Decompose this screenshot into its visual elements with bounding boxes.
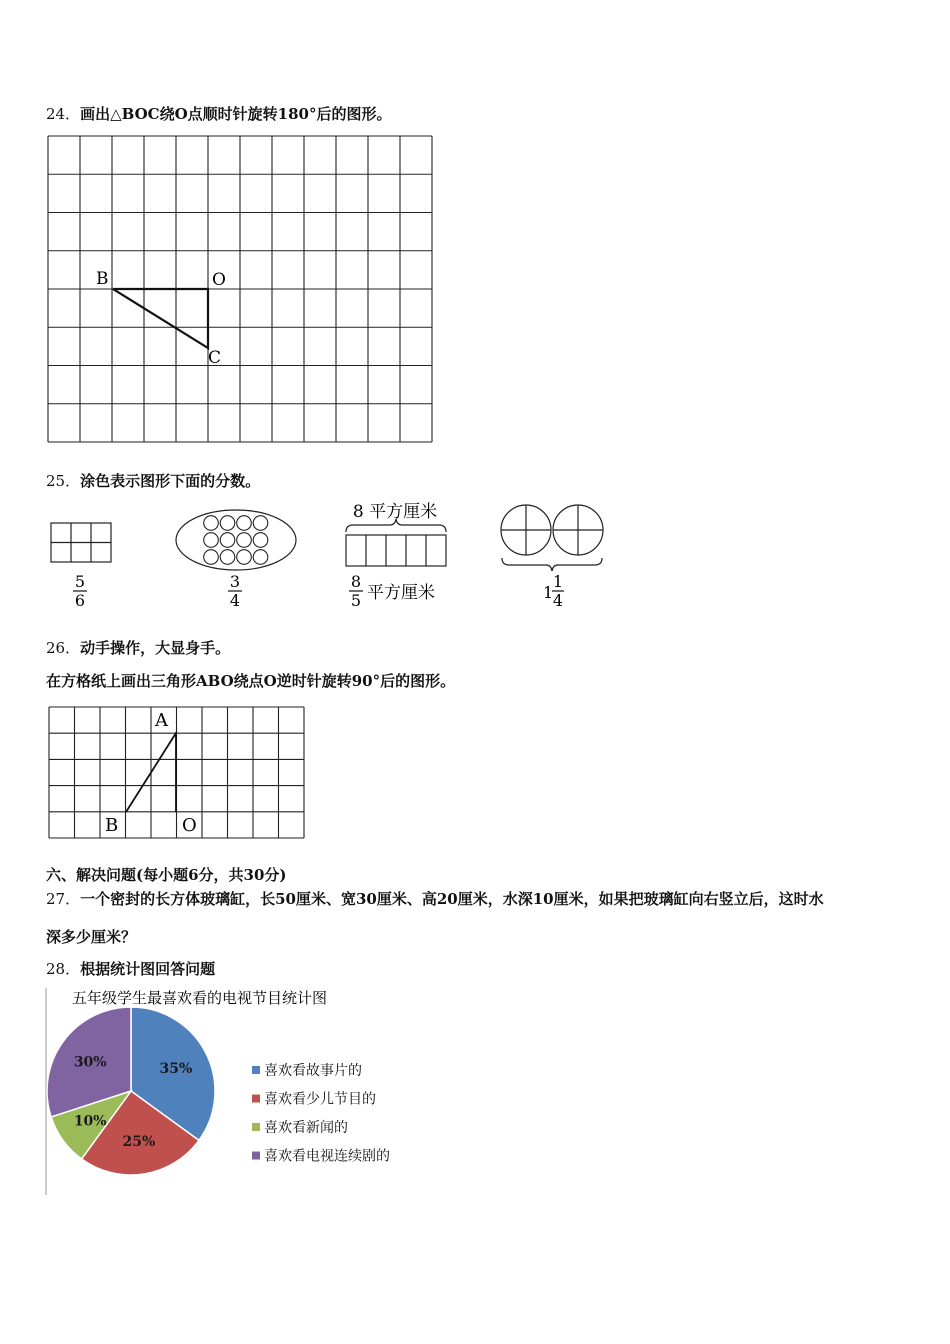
- rectangle-six-parts: [51, 523, 111, 562]
- two-quartered-circles: [501, 505, 603, 555]
- question-number: 28．: [46, 960, 81, 978]
- legend-swatch: [252, 1123, 260, 1131]
- legend-label: 喜欢看少儿节目的: [264, 1091, 376, 1108]
- legend-swatch: [252, 1095, 260, 1103]
- question-number: 27．: [46, 890, 81, 908]
- question-27: [46, 888, 824, 909]
- small-circle: [220, 550, 235, 565]
- small-circle: [204, 516, 219, 531]
- pie-slices: [47, 1007, 215, 1175]
- question-25: [46, 470, 260, 491]
- fraction-3-numerator: 8: [350, 572, 362, 591]
- legend-label: 喜欢看新闻的: [264, 1120, 348, 1136]
- chart-legend: [252, 1062, 390, 1165]
- slice-label: 35%: [159, 1061, 193, 1078]
- grid-figure-24: [0, 0, 950, 460]
- point-label-o: O: [212, 270, 226, 290]
- fraction-1-denominator: 6: [74, 591, 86, 610]
- question-number: 26．: [46, 639, 81, 657]
- section-title: 六、解决问题(每小题6分，共30分): [46, 866, 287, 884]
- fraction-4-numerator: 1: [552, 572, 564, 591]
- point-label-b: B: [96, 269, 109, 289]
- small-circle: [220, 533, 235, 548]
- fraction-2-denominator: 4: [229, 591, 241, 610]
- question-26: [46, 637, 230, 658]
- small-circle: [253, 533, 268, 548]
- question-text: 动手操作，大显身手。: [80, 639, 231, 657]
- slice-label: 10%: [73, 1113, 107, 1130]
- small-circle: [253, 516, 268, 531]
- legend-label: 喜欢看故事片的: [264, 1063, 362, 1079]
- fraction-figures-25: [0, 490, 950, 620]
- grid-figure-26: [0, 690, 950, 850]
- small-circle: [253, 550, 268, 565]
- point-label-c: C: [208, 348, 222, 368]
- small-circle: [237, 516, 252, 531]
- point-label-a: A: [155, 710, 168, 731]
- question-number: 24．: [46, 105, 81, 123]
- question-28: [46, 958, 215, 979]
- ellipse-set: [176, 510, 296, 570]
- point-label-b: B: [105, 815, 119, 836]
- question-text: 一个密封的长方体玻璃缸，长50厘米、宽30厘米、高20厘米，水深10厘米，如果把玻璃缸向右竖立后，这时水: [80, 890, 824, 908]
- slice-label: 25%: [122, 1133, 156, 1150]
- legend-swatch: [252, 1152, 260, 1160]
- fraction-1-numerator: 5: [74, 572, 86, 591]
- small-circle: [220, 516, 235, 531]
- small-circle: [204, 550, 219, 565]
- mixed-number-whole: 1: [543, 583, 554, 602]
- grid-lines: [48, 136, 432, 442]
- small-circle: [237, 550, 252, 565]
- chart-title: 五年级学生最喜欢看的电视节目统计图: [72, 989, 328, 1007]
- question-text: 画出△BOC绕O点顺时针旋转180°后的图形。: [80, 105, 392, 123]
- point-label-o: O: [182, 815, 197, 836]
- pie-chart: [0, 980, 950, 1205]
- question-26-instruction: 在方格纸上画出三角形ABO绕点O逆时针旋转90°后的图形。: [46, 672, 456, 690]
- slice-label: 30%: [73, 1054, 107, 1071]
- fraction-3-denominator: 5: [350, 591, 362, 610]
- question-text: 涂色表示图形下面的分数。: [80, 472, 261, 490]
- fraction-2-numerator: 3: [229, 572, 241, 591]
- legend-label: 喜欢看电视连续剧的: [264, 1148, 390, 1165]
- area-label: 8 平方厘米: [352, 502, 438, 522]
- fraction-3-unit: 平方厘米: [367, 583, 435, 603]
- brace-bottom: [502, 558, 602, 571]
- fraction-4-denominator: 4: [552, 591, 564, 610]
- small-circle: [237, 533, 252, 548]
- question-number: 25．: [46, 472, 81, 490]
- triangle-boc: [113, 289, 208, 348]
- small-circle: [204, 533, 219, 548]
- legend-swatch: [252, 1066, 260, 1074]
- question-27-continued: 深多少厘米？: [46, 928, 137, 946]
- small-circles: [204, 516, 268, 565]
- question-text: 根据统计图回答问题: [80, 960, 216, 978]
- rectangle-five-parts: [346, 535, 446, 566]
